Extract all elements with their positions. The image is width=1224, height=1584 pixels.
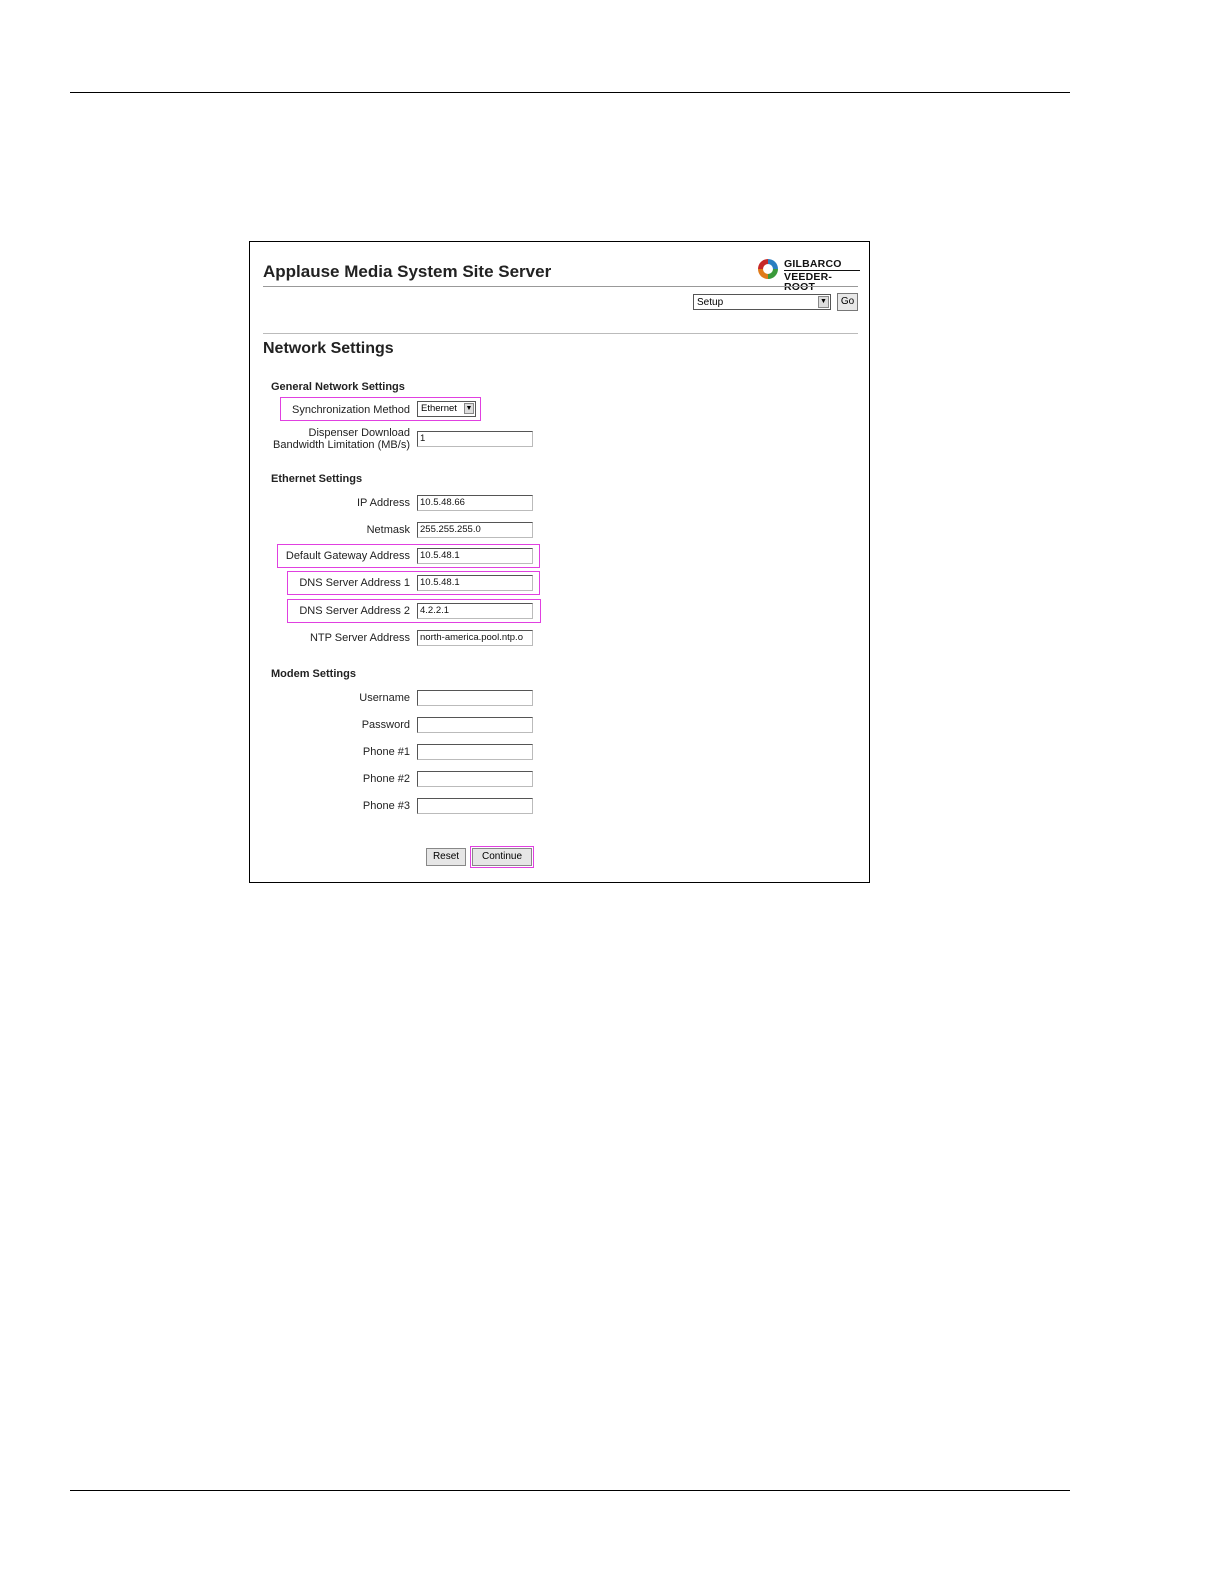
gateway-input[interactable]: 10.5.48.1 bbox=[417, 548, 533, 564]
sync-method-value: Ethernet bbox=[421, 403, 457, 414]
phone3-input[interactable] bbox=[417, 798, 533, 814]
sync-method-label: Synchronization Method bbox=[291, 404, 410, 416]
password-input[interactable] bbox=[417, 717, 533, 733]
password-label: Password bbox=[361, 719, 410, 731]
chevron-down-icon[interactable]: ▼ bbox=[818, 296, 829, 308]
continue-button[interactable]: Continue bbox=[472, 848, 532, 866]
bandwidth-input[interactable]: 1 bbox=[417, 431, 533, 447]
nav-divider bbox=[263, 333, 858, 334]
dns2-label: DNS Server Address 2 bbox=[299, 605, 410, 617]
logo-mark-icon bbox=[756, 257, 780, 281]
sync-method-select[interactable] bbox=[417, 401, 476, 417]
modem-settings-heading: Modem Settings bbox=[271, 668, 356, 680]
page-select-value: Setup bbox=[697, 297, 724, 308]
logo-line1: GILBARCO bbox=[784, 258, 842, 270]
gateway-label: Default Gateway Address bbox=[285, 550, 410, 562]
ntp-label: NTP Server Address bbox=[309, 632, 410, 644]
netmask-label: Netmask bbox=[366, 524, 410, 536]
reset-button[interactable]: Reset bbox=[426, 848, 466, 866]
general-settings-heading: General Network Settings bbox=[271, 381, 405, 393]
netmask-input[interactable]: 255.255.255.0 bbox=[417, 522, 533, 538]
dns2-input[interactable]: 4.2.2.1 bbox=[417, 603, 533, 619]
go-button[interactable]: Go bbox=[837, 293, 858, 311]
bandwidth-label bbox=[273, 427, 410, 451]
logo-line2: VEEDER-ROOT bbox=[784, 270, 860, 292]
bandwidth-label-line2: Bandwidth Limitation (MB/s) bbox=[273, 439, 410, 451]
ip-address-input[interactable]: 10.5.48.66 bbox=[417, 495, 533, 511]
phone2-input[interactable] bbox=[417, 771, 533, 787]
bottom-rule bbox=[70, 1490, 1070, 1491]
page-select[interactable] bbox=[693, 294, 831, 310]
top-rule bbox=[70, 92, 1070, 93]
ntp-input[interactable]: north-america.pool.ntp.o bbox=[417, 630, 533, 646]
chevron-down-icon[interactable]: ▼ bbox=[465, 405, 473, 412]
gilbarco-logo bbox=[756, 257, 860, 293]
ip-address-label: IP Address bbox=[357, 497, 410, 509]
ethernet-settings-heading: Ethernet Settings bbox=[271, 473, 363, 485]
dns1-input[interactable]: 10.5.48.1 bbox=[417, 575, 533, 591]
dns1-label: DNS Server Address 1 bbox=[299, 577, 410, 589]
bandwidth-label-line1: Dispenser Download bbox=[308, 427, 410, 439]
phone1-label: Phone #1 bbox=[362, 746, 410, 758]
screenshot-frame bbox=[249, 241, 870, 883]
app-title: Applause Media System Site Server bbox=[263, 262, 552, 281]
page-title: Network Settings bbox=[263, 340, 394, 357]
phone1-input[interactable] bbox=[417, 744, 533, 760]
username-label: Username bbox=[359, 692, 410, 704]
username-input[interactable] bbox=[417, 690, 533, 706]
phone2-label: Phone #2 bbox=[362, 773, 410, 785]
header-divider bbox=[263, 286, 858, 287]
phone3-label: Phone #3 bbox=[362, 800, 410, 812]
